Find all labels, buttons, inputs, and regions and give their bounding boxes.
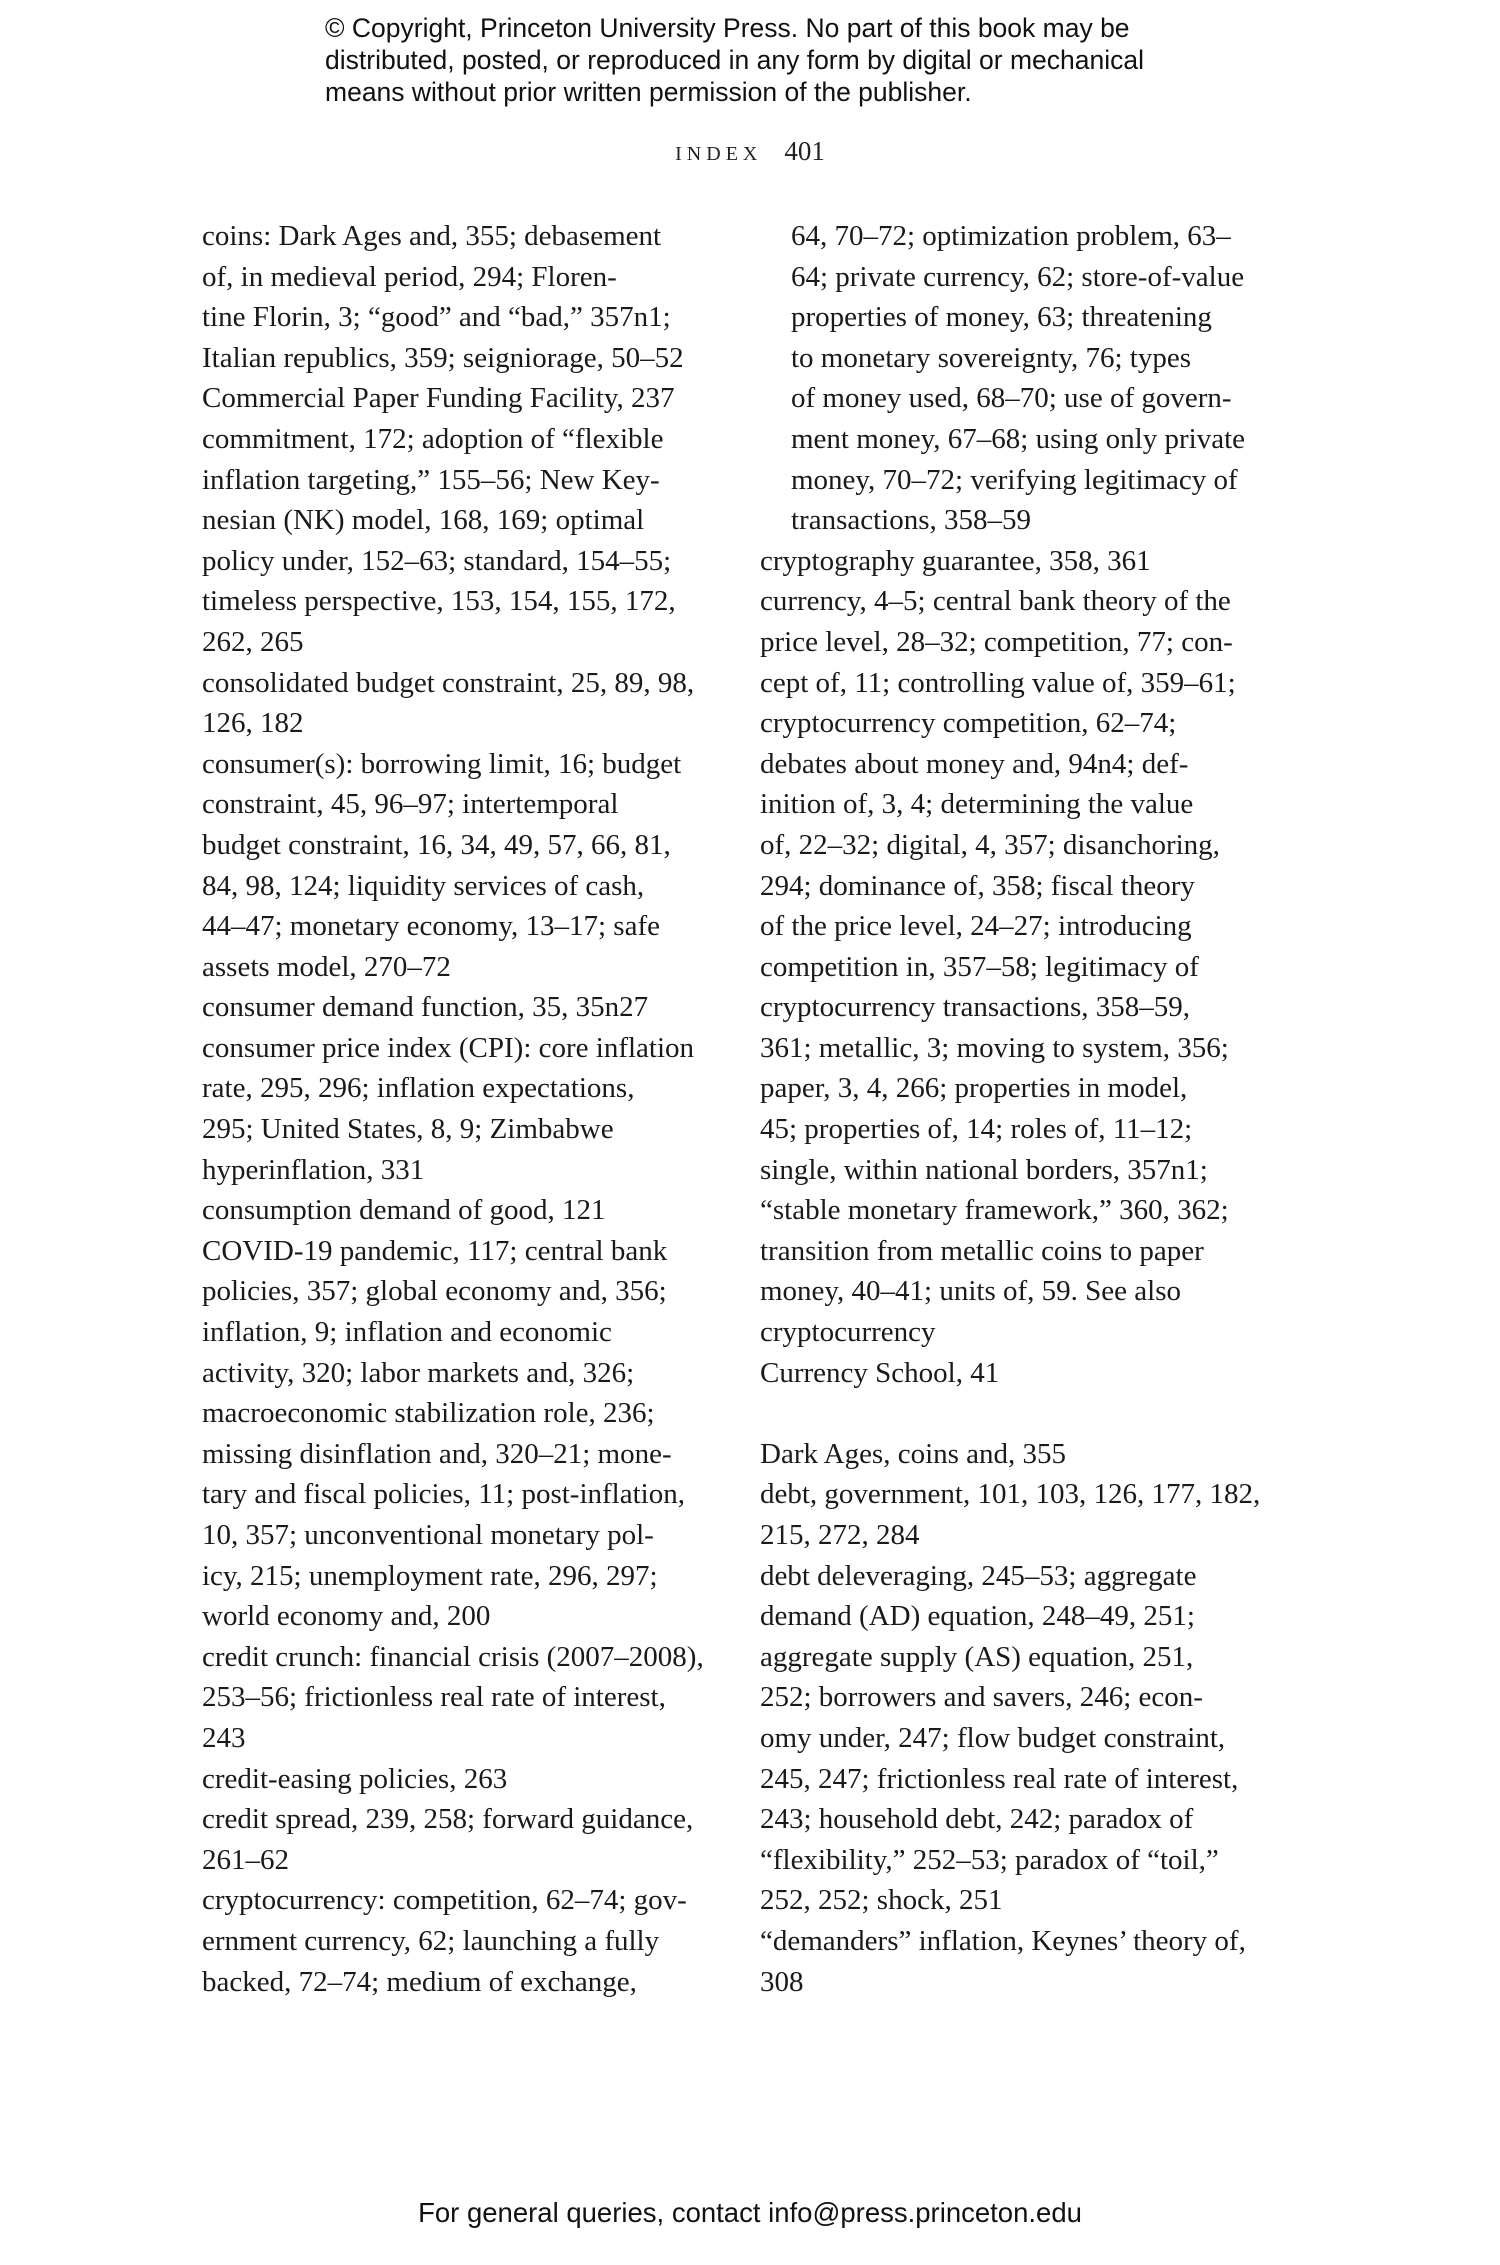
- index-entry-line: money, 70–72; verifying legitimacy of: [791, 463, 1238, 496]
- index-entry-line: Commercial Paper Funding Facility, 237: [202, 382, 675, 415]
- index-entry-line: consolidated budget constraint, 25, 89, 98,: [202, 666, 695, 699]
- index-entry-line: ernment currency, 62; launching a fully: [202, 1924, 660, 1957]
- index-entry-line: ment money, 67–68; using only private: [791, 422, 1246, 455]
- index-entry-line: backed, 72–74; medium of exchange,: [202, 1965, 637, 1998]
- copyright-line: © Copyright, Princeton University Press. No part of this book may be: [325, 13, 1130, 43]
- index-entry-line: Dark Ages, coins and, 355: [760, 1437, 1067, 1470]
- index-entry-line: “stable monetary framework,” 360, 362;: [760, 1194, 1229, 1227]
- index-entry-line: debates about money and, 94n4; def-: [760, 747, 1189, 780]
- index-entry: [202, 419, 722, 663]
- index-entry-line: “demanders” inflation, Keynes’ theory of,: [760, 1924, 1246, 1957]
- index-entry-line: 44–47; monetary economy, 13–17; safe: [202, 910, 660, 943]
- index-entry-line: 243; household debt, 242; paradox of: [760, 1803, 1194, 1836]
- index-entry-line: 45; properties of, 14; roles of, 11–12;: [760, 1113, 1193, 1146]
- index-entry-line: timeless perspective, 153, 154, 155, 172,: [202, 585, 676, 618]
- index-entry: [202, 663, 722, 744]
- index-entry-line: credit-easing policies, 263: [202, 1762, 508, 1795]
- index-entry: [760, 541, 1280, 582]
- index-entry: [202, 216, 722, 378]
- index-entry-line: 245, 247; frictionless real rate of interest,: [760, 1762, 1239, 1795]
- index-entry-line: 253–56; frictionless real rate of interest,: [202, 1681, 666, 1714]
- index-entry-line: 262, 265: [202, 625, 304, 658]
- index-entry: [202, 1231, 722, 1637]
- index-entry-line: 252; borrowers and savers, 246; econ-: [760, 1681, 1203, 1714]
- index-entry-line: 308: [760, 1965, 804, 1998]
- index-entry-line: 126, 182: [202, 707, 304, 740]
- index-entry-line: 215, 272, 284: [760, 1519, 920, 1551]
- index-entry-line: currency, 4–5; central bank theory of the: [760, 585, 1231, 618]
- index-entry-line: 243: [202, 1721, 246, 1754]
- copyright-line: means without prior written permission of the publisher.: [325, 77, 972, 107]
- index-entry-line: rate, 295, 296; inflation expectations,: [202, 1072, 635, 1105]
- index-entry-line: COVID-19 pandemic, 117; central bank: [202, 1234, 668, 1267]
- index-entry-line: Currency School, 41: [760, 1356, 1000, 1389]
- footer-contact: For general queries, contact info@press.princeton.edu: [418, 2197, 1082, 2228]
- index-entry-line: policies, 357; global economy and, 356;: [202, 1275, 667, 1308]
- index-entry-line: activity, 320; labor markets and, 326;: [202, 1356, 635, 1389]
- index-entry-line: “flexibility,” 252–53; paradox of “toil,”: [760, 1843, 1219, 1876]
- index-entry-line: to monetary sovereignty, 76; types: [791, 341, 1192, 374]
- index-entry-line: budget constraint, 16, 34, 49, 57, 66, 81,: [202, 828, 671, 861]
- index-entry-line: cryptocurrency transactions, 358–59,: [760, 991, 1191, 1024]
- index-entry-line: macroeconomic stabilization role, 236;: [202, 1397, 655, 1430]
- index-entry: [202, 987, 722, 1028]
- index-entry-line: aggregate supply (AS) equation, 251,: [760, 1640, 1194, 1673]
- index-entry-line: single, within national borders, 357n1;: [760, 1153, 1208, 1186]
- index-entry-line: nesian (NK) model, 168, 169; optimal: [202, 504, 645, 537]
- letter-section-gap: [760, 1393, 1280, 1434]
- index-column-right: [760, 216, 1280, 2002]
- index-column-left: [202, 216, 722, 2002]
- index-entry-line: consumer price index (CPI): core inflation: [202, 1031, 695, 1064]
- index-entry-line: coins: Dark Ages and, 355; debasement: [202, 220, 662, 252]
- index-entry-continuation: [760, 216, 1280, 541]
- index-entry-line: debt deleveraging, 245–53; aggregate: [760, 1559, 1197, 1592]
- index-entry-line: consumer(s): borrowing limit, 16; budget: [202, 747, 682, 780]
- copyright-line: distributed, posted, or reproduced in any form by digital or mechanical: [325, 45, 1144, 75]
- index-entry-line: tine Florin, 3; “good” and “bad,” 357n1;: [202, 301, 671, 334]
- index-entry-line: competition in, 357–58; legitimacy of: [760, 950, 1199, 983]
- index-entry-line: credit crunch: financial crisis (2007–2008),: [202, 1640, 704, 1673]
- index-entry: [202, 1880, 722, 2002]
- index-entry-line: omy under, 247; flow budget constraint,: [760, 1721, 1226, 1754]
- index-entry: [202, 1028, 722, 1190]
- index-entry-line: hyperinflation, 331: [202, 1153, 425, 1186]
- index-entry-line: debt, government, 101, 103, 126, 177, 182,: [760, 1478, 1261, 1511]
- index-entry-line: Italian republics, 359; seigniorage, 50–52: [202, 341, 684, 374]
- index-entry-line: 294; dominance of, 358; fiscal theory: [760, 869, 1195, 902]
- index-entry: [202, 1637, 722, 1759]
- index-entry: [202, 1759, 722, 1800]
- index-entry-line: of money used, 68–70; use of govern-: [791, 382, 1232, 415]
- index-entry-line: cryptocurrency: competition, 62–74; gov-: [202, 1884, 687, 1917]
- index-entry-line: credit spread, 239, 258; forward guidance,: [202, 1803, 694, 1836]
- index-entry-line: commitment, 172; adoption of “flexible: [202, 422, 664, 455]
- index-entry: [760, 581, 1280, 1352]
- index-entry-line: demand (AD) equation, 248–49, 251;: [760, 1600, 1195, 1633]
- index-entry-line: world economy and, 200: [202, 1600, 491, 1633]
- index-entry: [202, 1190, 722, 1231]
- index-entry-line: assets model, 270–72: [202, 950, 451, 983]
- index-entry-line: inflation targeting,” 155–56; New Key-: [202, 463, 660, 496]
- index-entry-line: cept of, 11; controlling value of, 359–61;: [760, 666, 1236, 699]
- index-entry-line: transition from metallic coins to paper: [760, 1234, 1204, 1267]
- index-entry-line: cryptography guarantee, 358, 361: [760, 544, 1151, 577]
- index-entry-line: inflation, 9; inflation and economic: [202, 1316, 612, 1349]
- index-entry: [202, 744, 722, 988]
- index-entry: [760, 1353, 1280, 1394]
- index-entry-line: of, in medieval period, 294; Floren-: [202, 260, 617, 293]
- index-entry-line: constraint, 45, 96–97; intertemporal: [202, 788, 619, 821]
- index-entry-line: properties of money, 63; threatening: [791, 301, 1212, 334]
- index-entry-line: consumer demand function, 35, 35n27: [202, 991, 649, 1024]
- index-entry-line: paper, 3, 4, 266; properties in model,: [760, 1072, 1188, 1105]
- running-head: [0, 136, 1500, 167]
- index-entry-line: 252, 252; shock, 251: [760, 1884, 1003, 1917]
- index-entry-line: of, 22–32; digital, 4, 357; disanchoring,: [760, 828, 1220, 861]
- index-entry: [202, 1799, 722, 1880]
- index-entry: [760, 1921, 1280, 2002]
- index-entry-line: 295; United States, 8, 9; Zimbabwe: [202, 1113, 614, 1146]
- index-entry-line: consumption demand of good, 121: [202, 1194, 606, 1227]
- page-number: 401: [784, 136, 825, 166]
- index-entry: [760, 1434, 1280, 1475]
- index-entry-line: policy under, 152–63; standard, 154–55;: [202, 544, 672, 577]
- index-entry-line: 10, 357; unconventional monetary pol-: [202, 1519, 654, 1551]
- index-entry-line: 64, 70–72; optimization problem, 63–: [791, 220, 1231, 252]
- index-entry: [202, 378, 722, 419]
- index-entry-line: tary and fiscal policies, 11; post-inflation,: [202, 1478, 685, 1511]
- index-entry-line: inition of, 3, 4; determining the value: [760, 788, 1194, 821]
- index-entry-line: missing disinflation and, 320–21; mone-: [202, 1437, 672, 1470]
- index-entry-line: price level, 28–32; competition, 77; con-: [760, 625, 1233, 658]
- index-entry-line: cryptocurrency competition, 62–74;: [760, 707, 1177, 740]
- index-entry-line: transactions, 358–59: [791, 504, 1032, 537]
- index-entry-line: cryptocurrency: [760, 1316, 936, 1349]
- index-entry-line: of the price level, 24–27; introducing: [760, 910, 1192, 943]
- index-entry-line: icy, 215; unemployment rate, 296, 297;: [202, 1559, 658, 1592]
- running-head-label: INDEX: [675, 143, 763, 165]
- index-entry-line: 64; private currency, 62; store-of-value: [791, 260, 1245, 293]
- index-entry-line: 261–62: [202, 1843, 289, 1876]
- index-entry-line: 361; metallic, 3; moving to system, 356;: [760, 1031, 1229, 1064]
- index-entry: [760, 1556, 1280, 1921]
- index-entry-line: money, 40–41; units of, 59. See also: [760, 1275, 1181, 1308]
- copyright-notice: [325, 12, 1225, 108]
- index-entry-line: 84, 98, 124; liquidity services of cash,: [202, 869, 645, 902]
- index-entry: [760, 1474, 1280, 1555]
